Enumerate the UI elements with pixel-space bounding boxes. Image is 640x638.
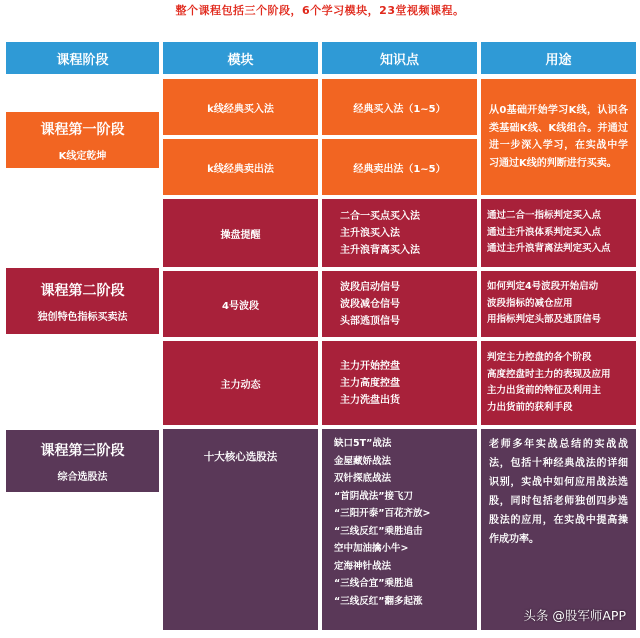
list-item: 主升浪背离买入法 bbox=[340, 244, 420, 256]
usage-stock-picking: 老师多年实战总结的实战战法，包括十种经典战法的详细识别，实战中如何应用战法选股，同时包括老师独创四步选股法的应用，在实战中提高操作成功率。 bbox=[481, 429, 636, 630]
knowledge-band-4 bbox=[322, 271, 477, 337]
intro-text: 整个课程包括三个阶段，6个学习模块，23堂视频课程。 bbox=[175, 4, 465, 17]
stage-2-title: 课程第二阶段 bbox=[40, 282, 125, 299]
stage-1-cell bbox=[6, 112, 159, 168]
knowledge-main-force bbox=[322, 341, 477, 425]
header-module: 模块 bbox=[163, 42, 318, 74]
list-item: 主力高度控盘 bbox=[340, 377, 400, 389]
list-item: 头部逃顶信号 bbox=[340, 315, 400, 327]
knowledge-classic-buy: 经典买入法（1~5） bbox=[322, 79, 477, 135]
list-item: 主力开始控盘 bbox=[340, 360, 400, 372]
list-item: 主力洗盘出货 bbox=[340, 394, 400, 406]
list-item: 定海神针战法 bbox=[334, 560, 392, 572]
list-item: 金屋藏娇战法 bbox=[334, 455, 392, 467]
list-item: 双针探底战法 bbox=[334, 473, 392, 484]
list-item: 判定主力控盘的各个阶段 bbox=[487, 352, 592, 363]
list-item: 力出货前的获利手段 bbox=[487, 401, 573, 413]
list-item: “首阴战法”接飞刀 bbox=[334, 490, 413, 502]
knowledge-trading-alert bbox=[322, 199, 477, 267]
watermark: 头条 @股军师APP bbox=[523, 608, 626, 623]
list-item: “三阳开泰”百花齐放> bbox=[334, 508, 431, 519]
list-item: 高度控盘时主力的表现及应用 bbox=[487, 368, 611, 380]
list-item: “三线合宜”乘胜追 bbox=[334, 578, 413, 589]
module-kline-sell: k线经典卖出法 bbox=[163, 139, 318, 195]
usage-trading-alert bbox=[481, 199, 636, 267]
stage-3-title: 课程第三阶段 bbox=[40, 442, 125, 459]
knowledge-classic-sell: 经典卖出法（1~5） bbox=[322, 139, 477, 195]
stage-3-subtitle: 综合选股法 bbox=[57, 471, 108, 483]
list-item: 波段减仓信号 bbox=[340, 298, 400, 310]
list-item: 波段指标的减仓应用 bbox=[487, 297, 573, 309]
list-item: “三线反红”翻多起涨 bbox=[334, 595, 423, 607]
module-stock-picking: 十大核心选股法 bbox=[163, 429, 318, 630]
list-item: 用指标判定头部及逃顶信号 bbox=[487, 314, 602, 326]
list-item: 通过主升浪体系判定买入点 bbox=[487, 226, 602, 238]
list-item: 空中加油擒小牛> bbox=[334, 543, 409, 554]
usage-stage-1: 从0基础开始学习K线，认识各类基础K线、K线组合。并通过进一步深入学习，在实战中学习通过K线的判断进行买卖。 bbox=[481, 79, 636, 195]
stage-1-title: 课程第一阶段 bbox=[40, 121, 125, 138]
list-item: 通过二合一指标判定买入点 bbox=[487, 210, 602, 222]
list-item: 如何判定4号波段开始启动 bbox=[487, 281, 599, 293]
list-item: “三线反红”乘胜追击 bbox=[334, 525, 423, 537]
stage-2-subtitle: 独创特色指标买卖法 bbox=[37, 311, 128, 323]
list-item: 二合一买点买入法 bbox=[340, 210, 420, 222]
list-item: 主升浪买入法 bbox=[340, 227, 400, 239]
list-item: 通过主升浪背离法判定买入点 bbox=[487, 243, 611, 255]
module-main-force: 主力动态 bbox=[163, 341, 318, 425]
stage-1-subtitle: K线定乾坤 bbox=[58, 150, 107, 162]
list-item: 主力出货前的特征及利用主 bbox=[487, 385, 602, 396]
stage-2-cell bbox=[6, 268, 159, 334]
list-item: 波段启动信号 bbox=[340, 281, 400, 293]
knowledge-stock-picking bbox=[322, 429, 477, 630]
module-trading-alert: 操盘提醒 bbox=[163, 199, 318, 267]
usage-main-force bbox=[481, 341, 636, 425]
header-knowledge: 知识点 bbox=[322, 42, 477, 74]
module-kline-buy: k线经典买入法 bbox=[163, 79, 318, 135]
header-stage: 课程阶段 bbox=[6, 42, 159, 74]
stage-3-cell bbox=[6, 430, 159, 492]
usage-band-4 bbox=[481, 271, 636, 337]
header-usage: 用途 bbox=[481, 42, 636, 74]
list-item: 缺口5T”战法 bbox=[334, 438, 392, 449]
module-band-4: 4号波段 bbox=[163, 271, 318, 337]
